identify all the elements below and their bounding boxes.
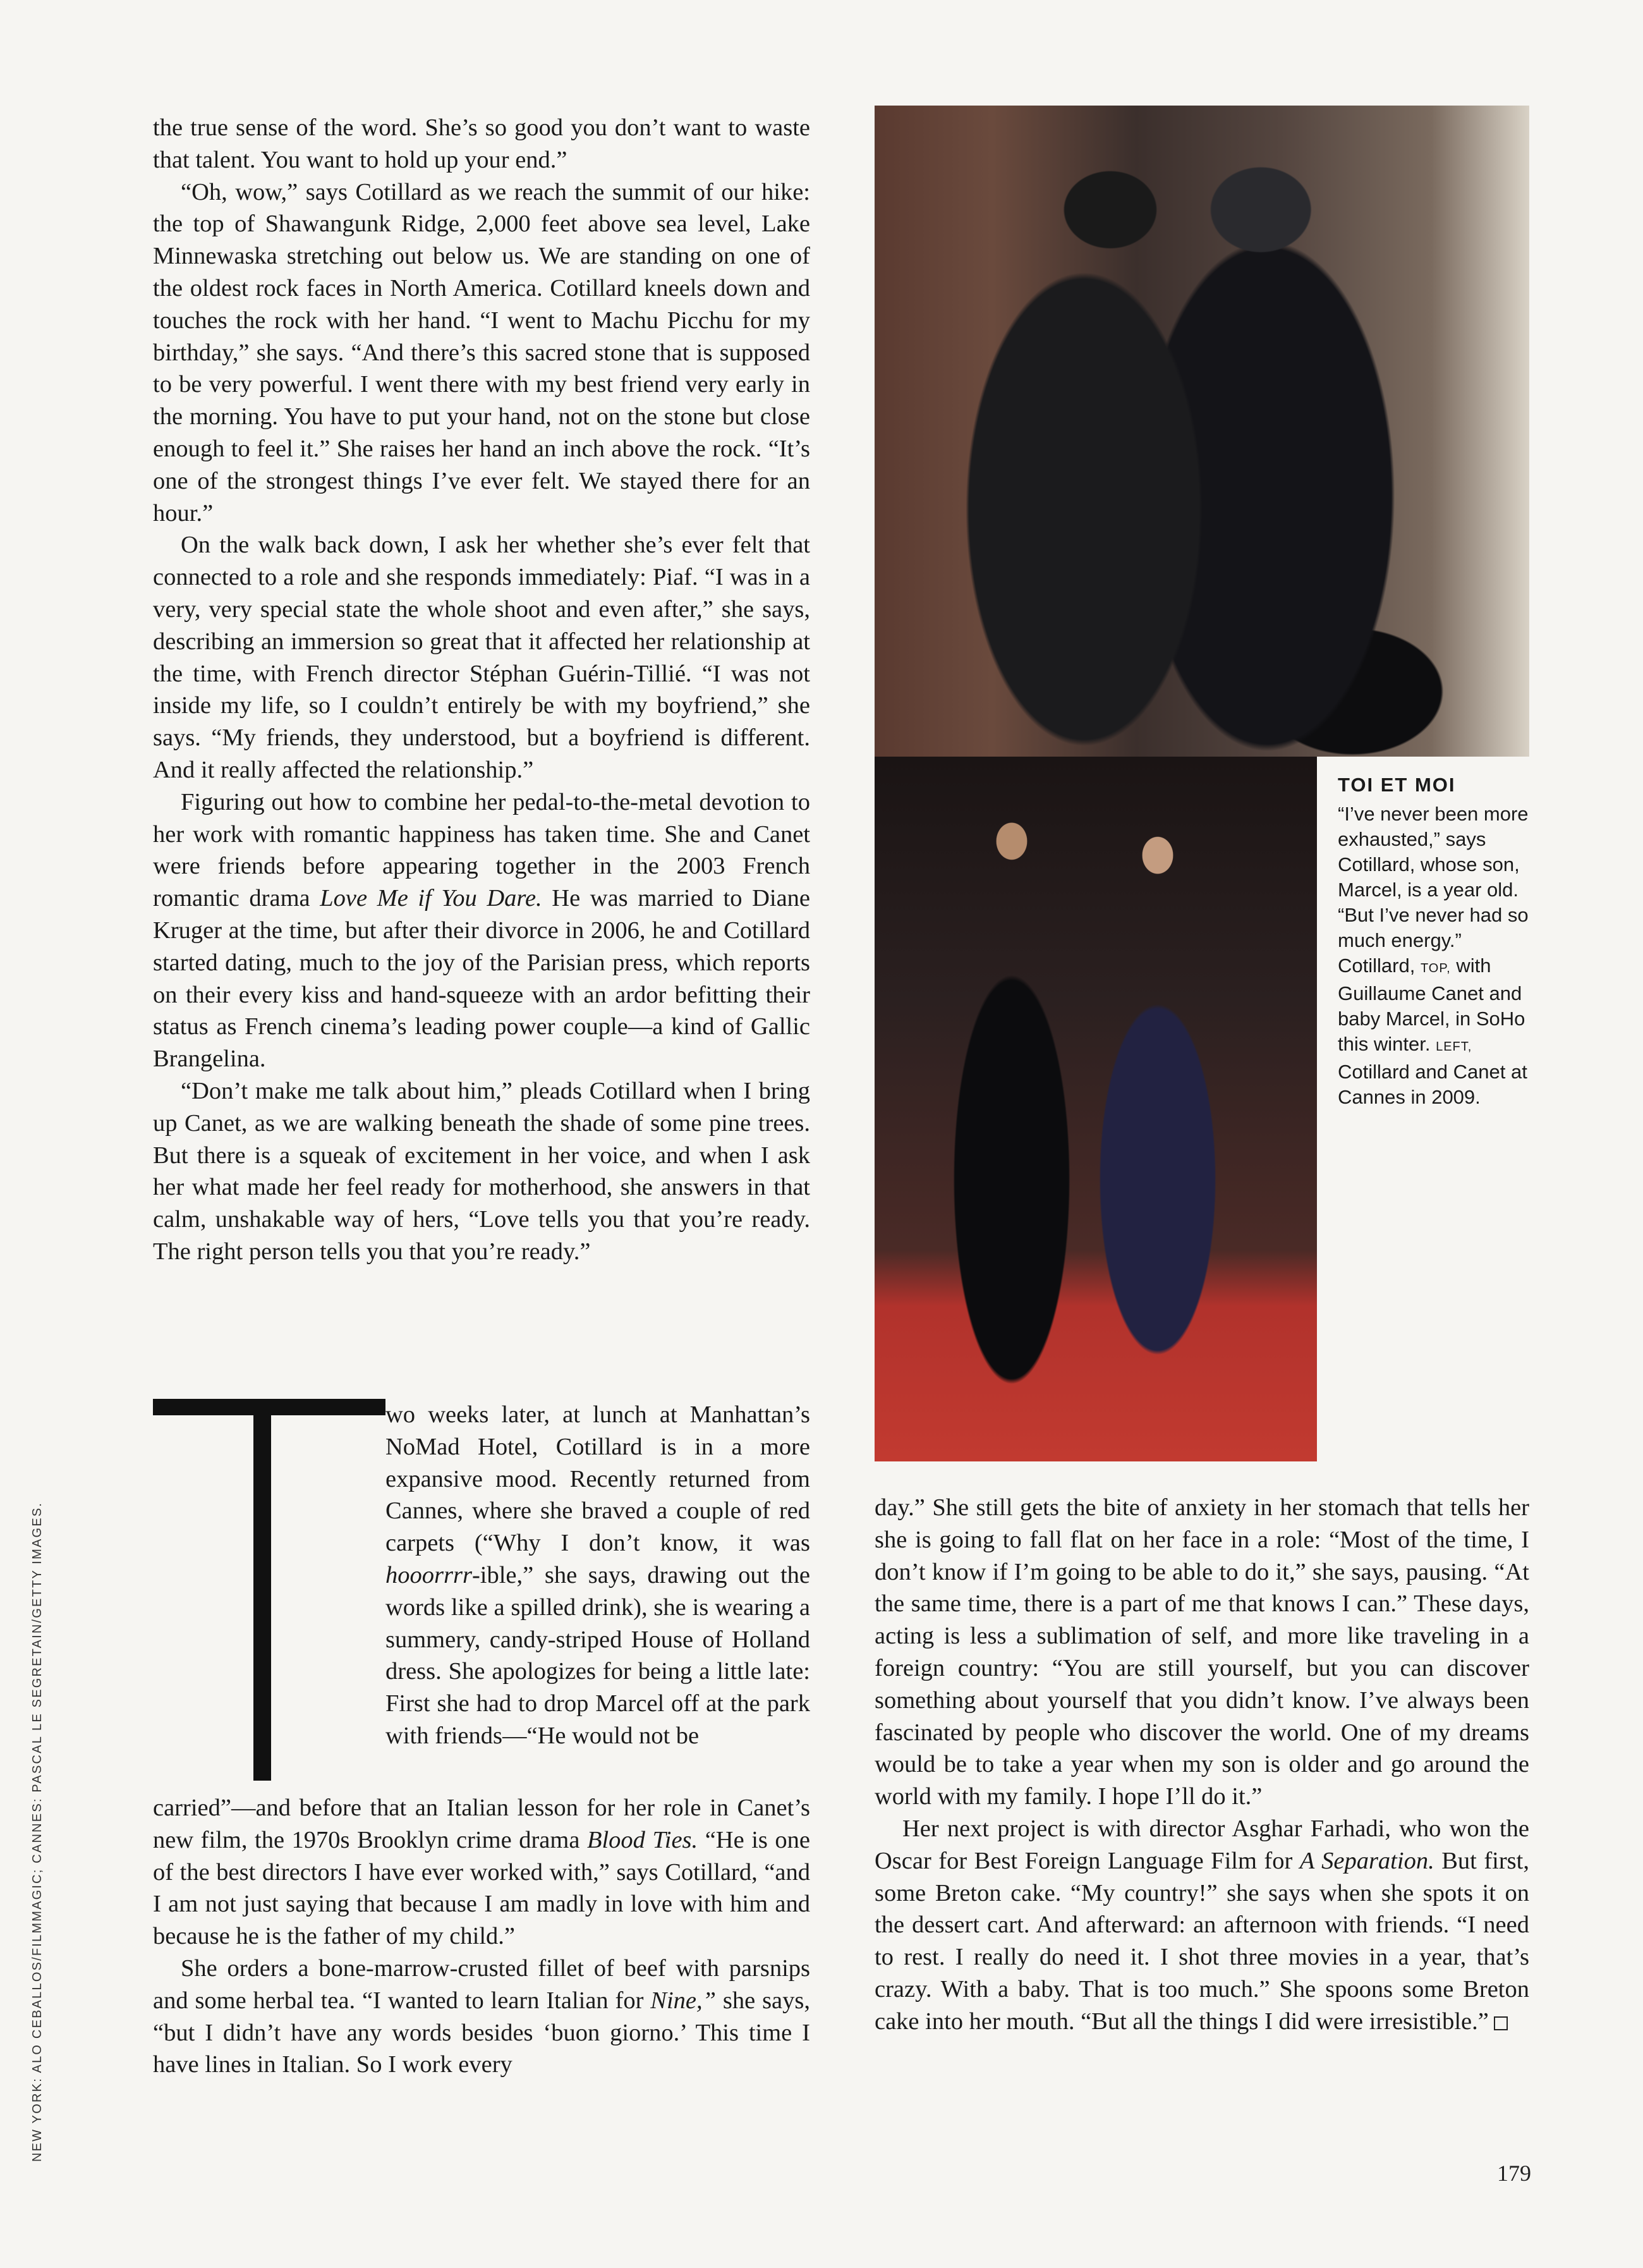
paragraph: On the walk back down, I ask her whether she’s ever felt that connected to a role and she responds immediately: Piaf. “I was in a very, very special state the whole shoot and even after,” she says, describing an immersion so great that it affected her relationship at the time, with French director Stéphan Guérin-Tillié. “I was not inside my life, so I couldn’t entirely be with my boyfriend,” she says. “My friends, they understood, but a boyfriend is different. And it really affected the relationship.” bbox=[153, 532, 810, 783]
paragraph: the true sense of the word. She’s so good you don’t want to waste that talent. You want to hold up your end.” bbox=[153, 114, 810, 173]
paragraph: Her next project is with director Asghar Farhadi, who won the Oscar for Best Foreign Language Film for A Separation. But first, some Breton cake. “My country!” she says when she spots it on the dessert cart. And afterward: an afternoon with friends. “I need to rest. I really do need it. I shot three movies in a year, that’s crazy. With a baby. That is too much.” She spoons some Breton cake into her mouth. “But all the things I did were irresistible.” bbox=[875, 1815, 1529, 2035]
film-title: Blood Ties. bbox=[586, 1826, 698, 1853]
dropcap-paragraph: wo weeks later, at lunch at Manhattan’s NoMad Hotel, Cotillard is in a more expansive mood. Recently returned from Cannes, where she braved a couple of red carpets (“Why I don’t know, it was hooorrrr-ible,” she says, drawing out the words like a spilled drink), she is wearing a summery, candy-striped House of Holland dress. She apologizes for being a little late: First she had to drop Marcel off at the park with friends—“He would not be bbox=[385, 1401, 810, 1749]
paragraph: “Don’t make me talk about him,” pleads Cotillard when I bring up Canet, as we are walking beneath the shade of some pine trees. But there is a squeak of excitement in her voice, and when I ask her what made her feel ready for motherhood, she answers in that calm, unshakable way of hers, “Love tells you that you’re ready. The right person tells you that you’re ready.” bbox=[153, 1077, 810, 1265]
photo-caption bbox=[1338, 772, 1540, 1110]
caption-body: “I’ve never been more exhausted,” says Cotillard, whose son, Marcel, is a year old. “But I’ve never had so much energy.” Cotillard, TOP, with Guillaume Canet and baby Marcel, in SoHo this winter. LEFT, Cotillard and Canet at Cannes in 2009. bbox=[1338, 803, 1529, 1108]
article-column-left-bottom bbox=[153, 1792, 810, 2081]
film-title: A Separation. bbox=[1299, 1847, 1434, 1874]
page-number: 179 bbox=[1497, 2161, 1531, 2186]
article-column-right-bottom bbox=[875, 1492, 1529, 2038]
paragraph: “Oh, wow,” says Cotillard as we reach the summit of our hike: the top of Shawangunk Ridge, 2,000 feet above sea level, Lake Minnewaska stretching out below us. We are standing on one of the oldest rock faces in North America. Cotillard kneels down and touches the rock with her hand. “I went to Machu Picchu for my birthday,” she says. “And there’s this sacred stone that is supposed to be very powerful. I went there with my best friend very early in the morning. You have to put your hand, not on the stone but close enough to feel it.” She raises her hand an inch above the rock. “It’s one of the strongest things I’ve ever felt. We stayed there for an hour.” bbox=[153, 178, 810, 527]
photo-soho-family bbox=[875, 106, 1529, 757]
caption-heading: TOI ET MOI bbox=[1338, 774, 1456, 796]
paragraph: day.” She still gets the bite of anxiety in her stomach that tells her she is going to fall flat on her face in a role: “Most of the time, I don’t know if I’m going to be able to do it,” she says, pausing. “At the same time, there is a part of me that knows I can.” These days, acting is less a sublimation of self, and more like traveling in a foreign country: “You are still yourself, but you can discover something about yourself that you didn’t know. I’ve always been fascinated by people who discover the world. One of my dreams would be to take a year when my son is older and go around the world with my family. I hope I’ll do it.” bbox=[875, 1494, 1529, 1810]
paragraph: She orders a bone-marrow-crusted fillet of beef with parsnips and some herbal tea. “I wanted to learn Italian for Nine,” she says, “but I didn’t have any words besides ‘buon giorno.’ This time I have lines in Italian. So I work every bbox=[153, 1954, 811, 2078]
dropcap-section bbox=[153, 1399, 810, 1795]
end-mark-icon bbox=[1494, 2016, 1508, 2030]
paragraph bbox=[153, 786, 810, 1075]
paragraph-text: Figuring out how to combine her pedal-to-the-metal devotion to her work with romantic happiness has taken time. She and Canet were friends before appearing together in the 2003 French romantic drama bbox=[153, 788, 810, 912]
caption-label-left: LEFT, bbox=[1436, 1040, 1472, 1054]
film-title: Love Me if You Dare. bbox=[320, 885, 542, 912]
paragraph: carried”—and before that an Italian lesson for her role in Canet’s new film, the 1970s Brooklyn crime drama Blood Ties. “He is one of the best directors I have ever worked with,” says Cotillard, “and I am not just saying that because I am madly in love with him and because he is the father of my child.” bbox=[153, 1795, 811, 1950]
emphasis: hooorrrr bbox=[385, 1561, 472, 1588]
article-column-left-top bbox=[153, 112, 810, 1268]
film-title: Nine,” bbox=[650, 1987, 717, 2014]
photo-credit: NEW YORK: ALO CEBALLOS/FILMMAGIC; CANNES: PASCAL LE SEGRETAIN/GETTY IMAGES. bbox=[30, 1501, 44, 2162]
dropcap-letter bbox=[153, 1399, 385, 1781]
caption-label-top: TOP, bbox=[1420, 961, 1451, 975]
photo-cannes-red-carpet bbox=[875, 757, 1317, 1461]
paragraph-text: He was married to Diane Kruger at the time, but after their divorce in 2006, he and Cotillard started dating, much to the joy of the Parisian press, which reports on their every kiss and hand-squeeze with an ardor befitting their status as French cinema’s leading power couple—a kind of Gallic Brangelina. bbox=[153, 885, 811, 1073]
